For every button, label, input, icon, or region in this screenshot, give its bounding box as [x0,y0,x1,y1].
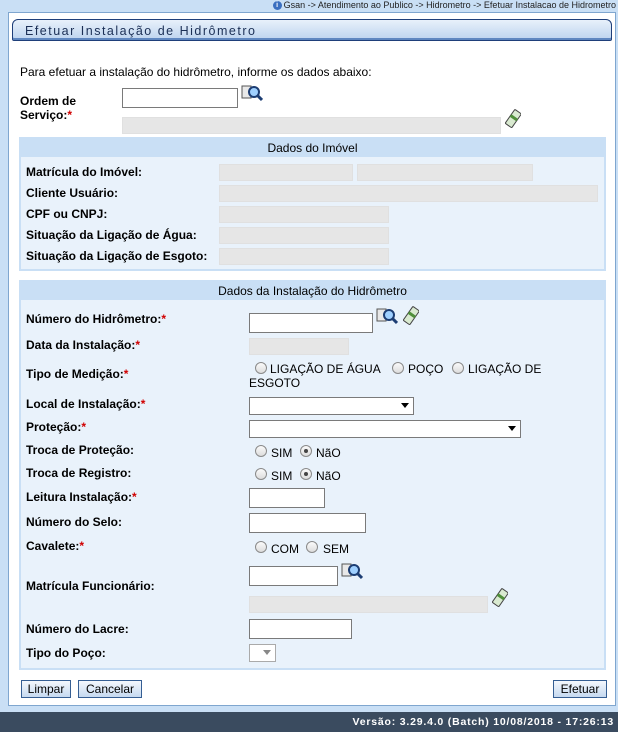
required-mark: * [161,312,167,326]
ordem-servico-input[interactable] [122,88,238,108]
troca-registro-nao-label: NãO [316,469,341,483]
eraser-icon[interactable] [505,109,521,129]
numero-hidrometro-label [26,312,166,326]
search-icon[interactable] [341,561,363,583]
required-mark: * [79,539,85,553]
leitura-instalacao-label-text: Leitura Instalação: [26,490,133,504]
troca-protecao-label: Troca de Proteção: [26,443,135,457]
required-mark: * [81,420,87,434]
chevron-down-icon [508,426,516,431]
limpar-button[interactable]: Limpar [21,680,71,698]
cavalete-com-label: COM [271,542,299,556]
tipo-medicao-option-esgoto-line2: ESGOTO [249,376,301,390]
numero-selo-label: Número do Selo: [26,515,123,529]
required-mark: * [140,397,146,411]
local-instalacao-select[interactable] [249,397,414,415]
cavalete-label-text: Cavalete: [26,539,80,553]
tipo-medicao-label-text: Tipo de Medição: [26,367,124,381]
numero-selo-input[interactable] [249,513,366,533]
ordem-servico-description [122,117,501,134]
chevron-down-icon [401,403,409,408]
tipo-poco-label: Tipo do Poço: [26,646,106,660]
ordem-servico-label-line1: Ordem de [20,94,77,108]
tipo-medicao-radio-agua[interactable] [255,362,267,374]
troca-registro-radio-nao[interactable] [300,468,312,480]
cavalete-label [26,539,84,553]
matricula-funcionario-input[interactable] [249,566,338,586]
protecao-select[interactable] [249,420,521,438]
situacao-agua-label: Situação da Ligação de Água: [26,228,197,242]
version-footer: Versão: 3.29.4.0 (Batch) 10/08/2018 - 17:26:13 [0,712,618,732]
efetuar-button[interactable]: Efetuar [553,680,607,698]
protecao-label-text: Proteção: [26,420,82,434]
ordem-servico-label [20,94,76,122]
local-instalacao-label-text: Local de Instalação: [26,397,141,411]
numero-hidrometro-input[interactable] [249,313,373,333]
chevron-down-icon [263,650,271,655]
required-mark: * [123,367,129,381]
tipo-medicao-radio-esgoto[interactable] [452,362,464,374]
required-mark: * [67,108,73,122]
imovel-section [19,137,606,271]
numero-lacre-label: Número do Lacre: [26,622,129,636]
instalacao-section [19,280,606,670]
required-mark: * [135,338,141,352]
leitura-instalacao-input[interactable] [249,488,325,508]
data-instalacao-field [249,338,349,355]
form-container [8,12,616,706]
tipo-medicao-option-agua: LIGAÇÃO DE ÁGUA [270,362,381,376]
matricula-imovel-field [219,164,353,181]
page-title: Efetuar Instalação de Hidrômetro [25,24,257,38]
cavalete-radio-sem[interactable] [306,541,318,553]
breadcrumb-text: Gsan -> Atendimento ao Publico -> Hidrometro -> Efetuar Instalacao de Hidrometro [283,0,616,10]
cavalete-sem-label: SEM [323,542,350,556]
cpf-cnpj-label: CPF ou CNPJ: [26,207,108,221]
troca-protecao-radio-sim[interactable] [255,445,267,457]
troca-registro-radio-sim[interactable] [255,468,267,480]
info-icon: i [273,1,282,10]
title-bar [12,19,612,41]
protecao-label [26,420,86,434]
matricula-funcionario-label: Matrícula Funcionário: [26,579,155,593]
search-icon[interactable] [241,83,263,105]
troca-registro-label: Troca de Registro: [26,466,132,480]
troca-registro-sim-label: SIM [271,469,293,483]
troca-protecao-radio-nao[interactable] [300,445,312,457]
cpf-cnpj-field [219,206,389,223]
cliente-usuario-label: Cliente Usuário: [26,186,119,200]
tipo-medicao-label [26,367,128,381]
data-instalacao-label-text: Data da Instalação: [26,338,136,352]
tipo-medicao-radio-poco[interactable] [392,362,404,374]
imovel-section-header: Dados do Imóvel [21,139,604,157]
required-mark: * [132,490,137,504]
search-icon[interactable] [376,306,398,328]
local-instalacao-label [26,397,145,411]
tipo-medicao-option-poco: POÇO [408,362,444,376]
eraser-icon[interactable] [403,306,419,326]
cliente-usuario-field [219,185,598,202]
cancelar-button[interactable]: Cancelar [78,680,142,698]
troca-protecao-sim-label: SIM [271,446,293,460]
situacao-esgoto-label: Situação da Ligação de Esgoto: [26,249,208,263]
breadcrumb [0,0,618,12]
cavalete-radio-com[interactable] [255,541,267,553]
ordem-servico-label-line2: Serviço: [20,108,68,122]
matricula-funcionario-nome [249,596,488,613]
tipo-medicao-option-esgoto: LIGAÇÃO DE [468,362,542,376]
leitura-instalacao-label [26,490,137,504]
numero-lacre-input[interactable] [249,619,352,639]
matricula-imovel-label: Matrícula do Imóvel: [26,165,143,179]
eraser-icon[interactable] [492,588,508,608]
situacao-agua-field [219,227,389,244]
troca-protecao-nao-label: NãO [316,446,341,460]
instalacao-section-header: Dados da Instalação do Hidrômetro [21,282,604,300]
data-instalacao-label [26,338,140,352]
matricula-imovel-extra-field [357,164,533,181]
numero-hidrometro-label-text: Número do Hidrômetro: [26,312,162,326]
situacao-esgoto-field [219,248,389,265]
tipo-poco-select[interactable] [249,644,276,662]
intro-text: Para efetuar a instalação do hidrômetro, informe os dados abaixo: [20,65,372,79]
